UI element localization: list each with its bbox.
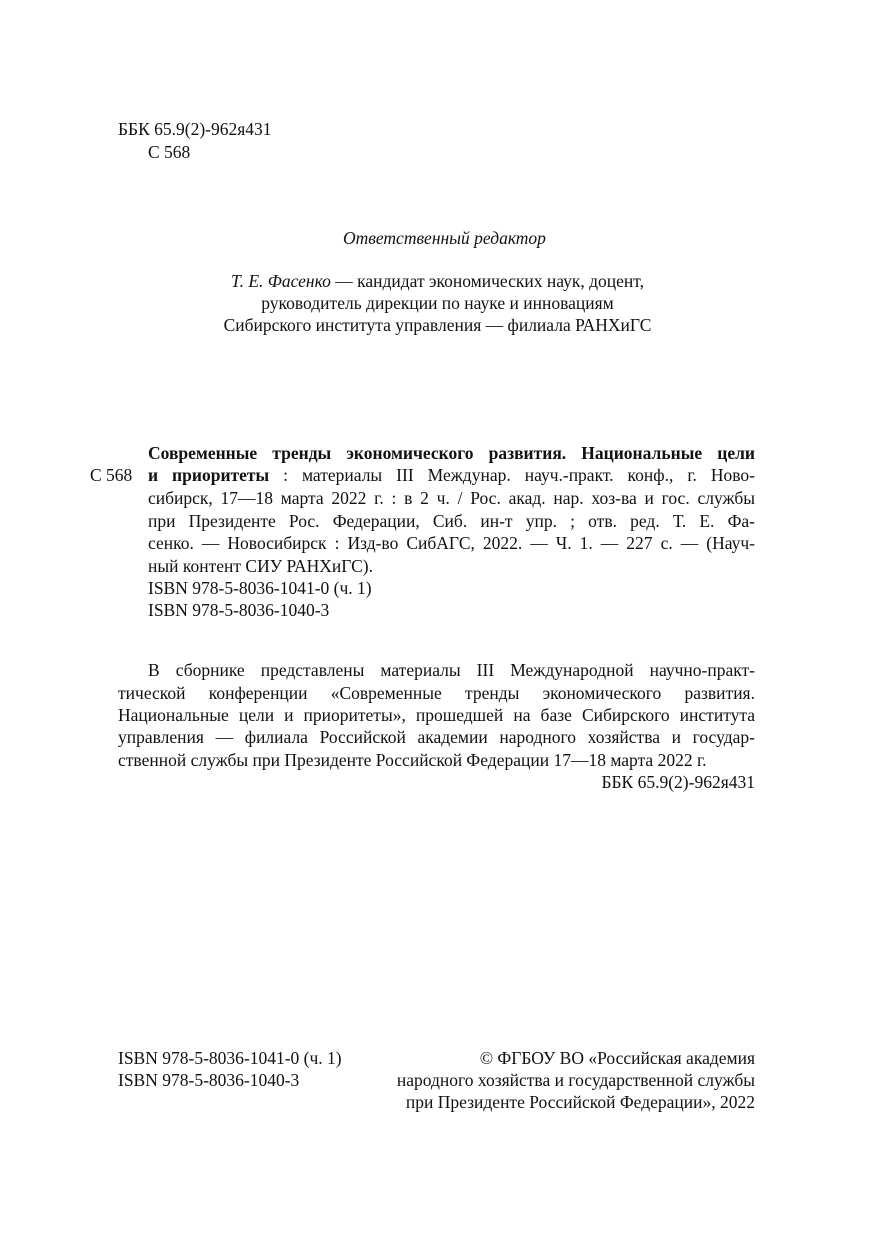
record-line-6: ный контент СИУ РАНХиГС).: [148, 556, 374, 576]
record-isbn-1: ISBN 978-5-8036-1041-0 (ч. 1): [148, 578, 372, 598]
record-line-5: сенко. — Новосибирск : Изд-во СибАГС, 2022. — Ч. 1. — 227 с. — (Науч-: [148, 533, 755, 553]
record-title-line-1: Современные тренды экономического развития. Национальные цели: [148, 443, 755, 463]
record-line-3: сибирск, 17—18 марта 2022 г. : в 2 ч. / Рос. акад. нар. хоз-ва и гос. службы: [148, 488, 755, 508]
record-line-2-rest: : материалы III Междунар. науч.-практ. конф., г. Ново-: [269, 465, 755, 485]
abstract-line-3: Национальные цели и приоритеты», прошедшей на базе Сибирского института: [118, 705, 755, 725]
footer-isbn-2: ISBN 978-5-8036-1040-3: [118, 1070, 300, 1090]
author-mark: С 568: [148, 142, 191, 162]
editor-line-1: [0, 270, 875, 293]
editor-line-2: руководитель дирекции по науке и инновациям: [261, 293, 614, 313]
abstract-line-4: управления — филиала Российской академии народного хозяйства и государ-: [118, 727, 755, 747]
copyright-line-3: при Президенте Российской Федерации», 2022: [405, 1092, 755, 1112]
abstract-line-2: тической конференции «Современные тренды экономического развития.: [118, 683, 755, 703]
editor-line-3: Сибирского института управления — филиала РАНХиГС: [223, 315, 652, 335]
record-line-4: при Президенте Рос. Федерации, Сиб. ин-т упр. ; отв. ред. Т. Е. Фа-: [148, 511, 755, 531]
editor-credentials: — кандидат экономических наук, доцент,: [330, 271, 644, 291]
abstract-line-1: В сборнике представлены материалы III Международной научно-практ-: [148, 660, 755, 680]
copyright-line-2: народного хозяйства и государственной службы: [396, 1070, 755, 1090]
record-title-end: и приоритеты: [148, 465, 270, 485]
editor-name: Т. Е. Фасенко: [230, 271, 331, 291]
copyright-line-1: © ФГБОУ ВО «Российская академия: [479, 1048, 755, 1068]
footer-isbn-1: ISBN 978-5-8036-1041-0 (ч. 1): [118, 1048, 342, 1068]
bbk-code: ББК 65.9(2)-962я431: [118, 119, 272, 139]
abstract-line-5: ственной службы при Президенте Российской Федерации 17—18 марта 2022 г.: [118, 750, 707, 770]
abstract-bbk: ББК 65.9(2)-962я431: [601, 772, 755, 792]
record-line-2: [148, 464, 755, 487]
editor-heading: Ответственный редактор: [343, 228, 546, 248]
record-mark: С 568: [90, 465, 133, 485]
record-isbn-2: ISBN 978-5-8036-1040-3: [148, 600, 330, 620]
